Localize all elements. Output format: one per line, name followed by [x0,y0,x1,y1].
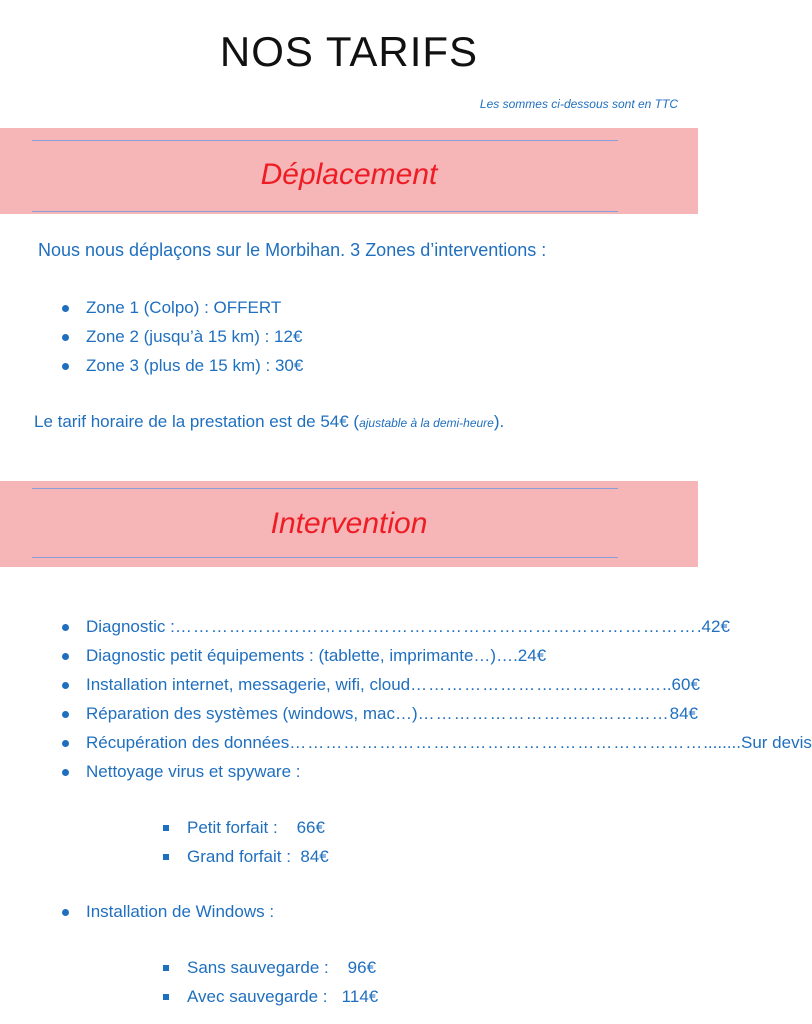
list-item: Avec sauvegarde : 114€ [163,985,378,1014]
bullet-icon [62,334,69,341]
square-bullet-icon [163,994,169,1000]
list-item: Zone 3 (plus de 15 km) : 30€ [62,354,303,383]
intervention-banner [0,481,698,567]
windows-list [62,900,274,929]
bullet-icon [62,682,69,689]
square-bullet-icon [163,854,169,860]
divider-bottom [32,557,618,558]
price-list [62,615,812,789]
hourly-rate: Le tarif horaire de la prestation est de 54€ (ajustable à la demi-heure). [34,412,505,431]
price-item: Installation internet, messagerie, wifi, cloud …………………………………… ..60€ [62,673,674,702]
bullet-icon [62,363,69,370]
rate-note: ajustable à la demi-heure [359,416,494,430]
bullet-icon [62,653,69,660]
windows-options [163,956,378,1014]
price-item: Diagnostic petit équipements : (tablette, imprimante…) ….24€ [62,644,674,673]
price-item: Diagnostic : …………………………………………………………………………… .42€ [62,615,674,644]
price-item: Récupération des données …………………………………………………………… ........Sur devis [62,731,674,760]
price-item: Nettoyage virus et spyware : [62,760,674,789]
deplacement-heading: Déplacement [260,158,438,191]
list-item: Petit forfait : 66€ [163,816,329,845]
list-item: Installation de Windows : [62,900,274,929]
list-item: Zone 1 (Colpo) : OFFERT [62,296,303,325]
price-item: Réparation des systèmes (windows, mac…) …………………………………… 84€ [62,702,674,731]
list-item: Sans sauvegarde : 96€ [163,956,378,985]
deplacement-banner [0,128,698,214]
bullet-icon [62,740,69,747]
list-item: Zone 2 (jusqu’à 15 km) : 12€ [62,325,303,354]
bullet-icon [62,769,69,776]
square-bullet-icon [163,965,169,971]
divider-top [32,488,618,489]
list-item: Grand forfait : 84€ [163,845,329,874]
divider-top [32,140,618,141]
virus-options [163,816,329,874]
bullet-icon [62,711,69,718]
divider-bottom [32,211,618,212]
square-bullet-icon [163,825,169,831]
bullet-icon [62,909,69,916]
page-title: NOS TARIFS [219,28,479,75]
zone-list [62,296,303,383]
bullet-icon [62,305,69,312]
bullet-icon [62,624,69,631]
ttc-note: Les sommes ci-dessous sont en TTC [479,97,678,111]
intervention-heading: Intervention [270,507,428,540]
deplacement-intro: Nous nous déplaçons sur le Morbihan. 3 Zones d’interventions : [38,240,547,260]
